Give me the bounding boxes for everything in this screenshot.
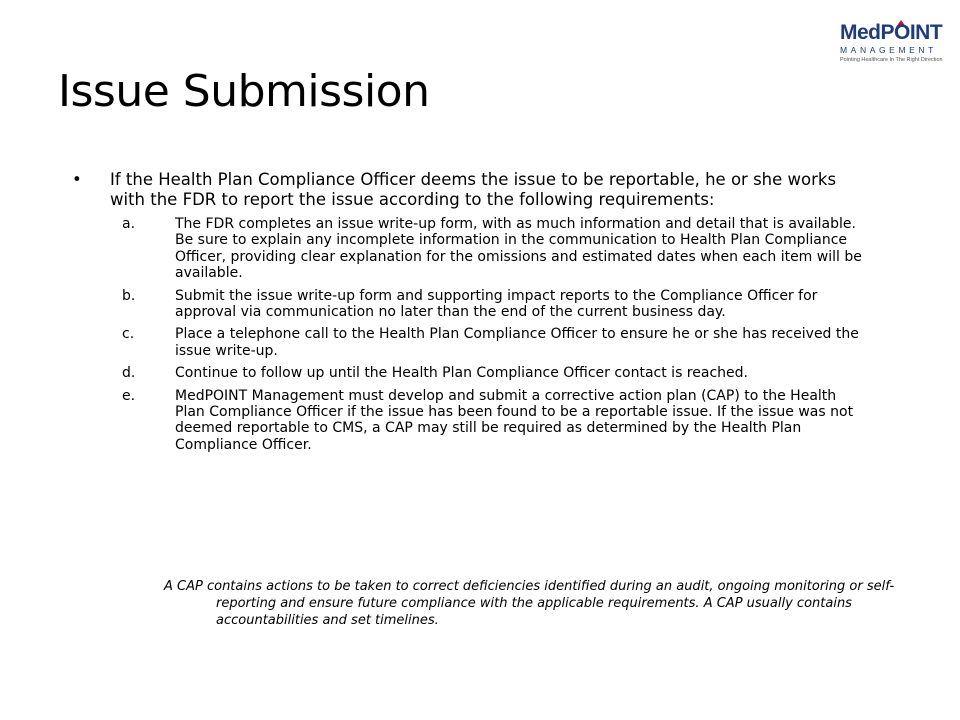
logo-wordmark [840,20,942,46]
list-item-marker: e. [122,387,136,404]
list-item-marker: c. [122,326,135,343]
list-item [70,326,870,359]
medpoint-logo [836,20,946,68]
logo-subtitle: MANAGEMENT [840,45,937,55]
list-item [70,288,870,321]
list-item-text: MedPOINT Management must develop and submit a corrective action plan (CAP) to the Health Plan Compliance Officer if the issue has been found to be a reportable issue. If the issue was not deemed reportable to CMS, a CAP may still be required as determined by the Health Plan Compliance Officer. [175,387,854,453]
list-item [70,388,870,454]
bullet-dot-icon: • [72,170,82,189]
slide-content [70,170,870,459]
list-item-text: The FDR completes an issue write-up form, with as much information and detail that is available. Be sure to explain any incomplete information in the communication to Health Plan Compliance Officer, providing clear explanation for the omissions and estimated dates when each item will be available. [175,216,862,282]
cap-definition-note: A CAP contains actions to be taken to correct deficiencies identified during an audit, ongoing monitoring or self-reporting and ensure future compliance with the applicable requirements. A CAP usually contains accountabilities and set timelines. [164,579,895,628]
logo-word-med: Med [840,21,881,44]
requirements-list [70,216,870,453]
logo-tagline: Pointing Healthcare In The Right Direction [840,57,943,63]
slide-title: Issue Submission [58,66,430,117]
list-item-text: Submit the issue write-up form and supporting impact reports to the Compliance Officer for approval via communication no later than the end of the current business day. [175,287,818,321]
list-item-marker: d. [122,365,136,382]
list-item-text: Place a telephone call to the Health Plan Compliance Officer to ensure he or she has received the issue write-up. [175,326,859,359]
list-item [70,365,870,381]
logo-word-point: POINT [880,21,943,44]
list-item-marker: b. [122,287,136,304]
main-bullet [70,170,870,210]
list-item-text: Continue to follow up until the Health Plan Compliance Officer contact is reached. [175,365,748,382]
main-bullet-text: If the Health Plan Compliance Officer deems the issue to be reportable, he or she works with the FDR to report the issue according to the following requirements: [110,170,837,209]
list-item-marker: a. [122,216,136,232]
list-item [70,216,870,282]
